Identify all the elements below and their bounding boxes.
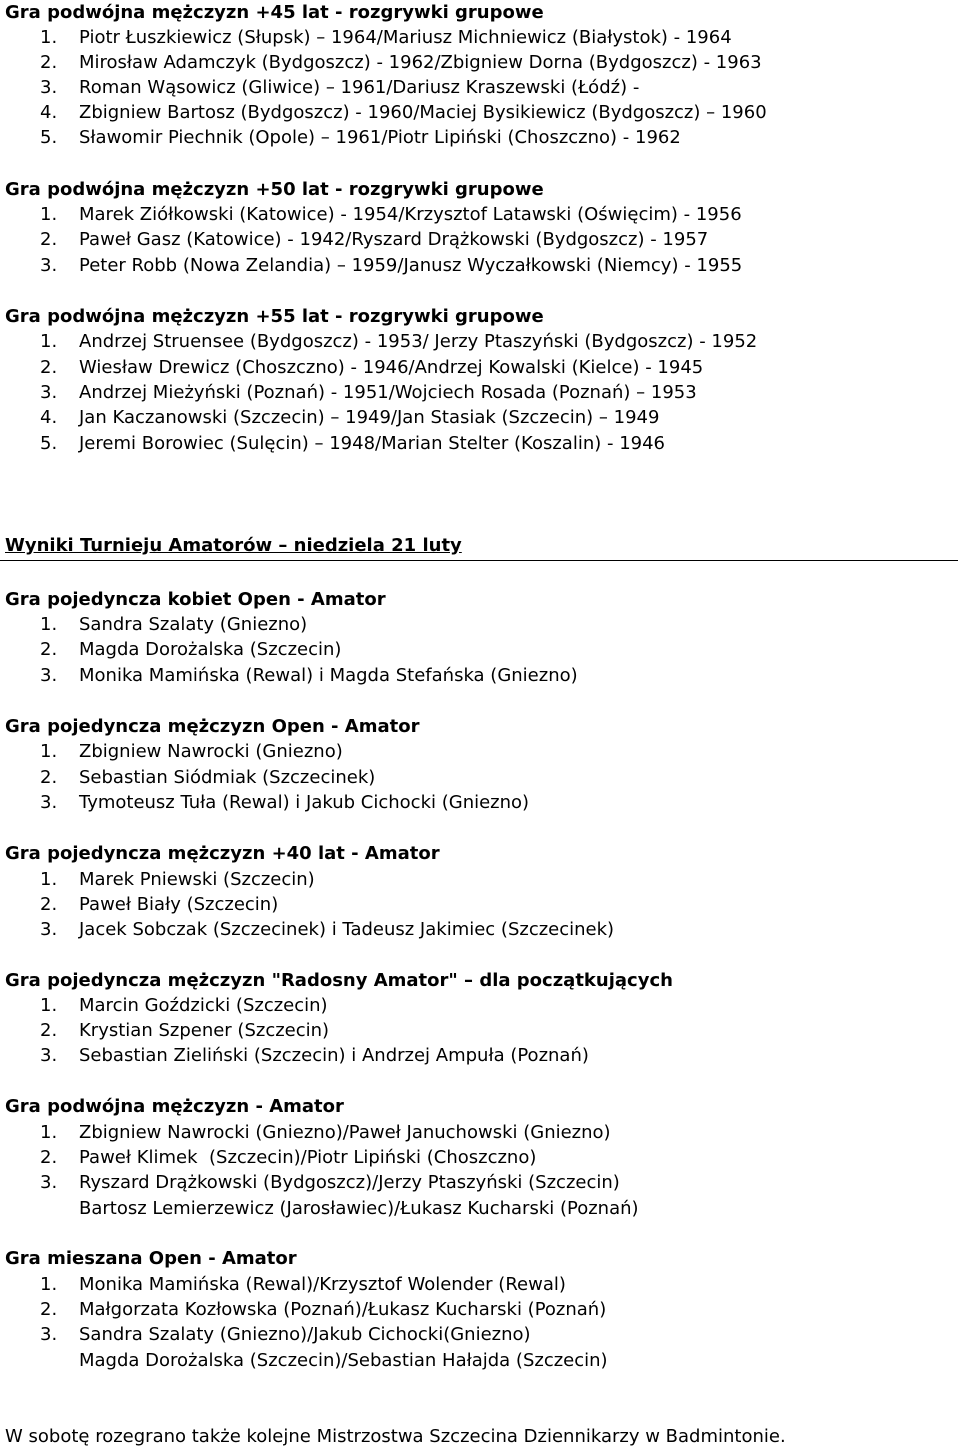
item-number: 1.	[40, 331, 58, 352]
item-number: 5.	[40, 433, 58, 454]
list-item	[40, 663, 578, 689]
item-text: Magda Dorożalska (Szczecin)	[79, 639, 342, 660]
list-item	[40, 75, 639, 101]
list-item	[40, 1145, 536, 1171]
section-heading: Gra pojedyncza kobiet Open - Amator	[5, 589, 386, 610]
item-number: 4.	[40, 102, 58, 123]
item-number: 1.	[40, 1122, 58, 1143]
item-text: Sebastian Zieliński (Szczecin) i Andrzej Ampuła (Poznań)	[79, 1045, 589, 1066]
item-text: Marcin Goździcki (Szczecin)	[79, 995, 328, 1016]
section-heading: Gra pojedyncza mężczyzn "Radosny Amator" – dla początkujących	[5, 970, 673, 991]
item-number: 5.	[40, 127, 58, 148]
list-item	[40, 892, 278, 918]
list-item	[40, 1348, 608, 1374]
item-text: Monika Mamińska (Rewal)/Krzysztof Wolender (Rewal)	[79, 1274, 566, 1295]
section-heading: Gra podwójna mężczyzn +45 lat - rozgrywki grupowe	[5, 2, 544, 23]
item-text: Wiesław Drewicz (Choszczno) - 1946/Andrzej Kowalski (Kielce) - 1945	[79, 357, 704, 378]
item-text: Zbigniew Nawrocki (Gniezno)/Paweł Januchowski (Gniezno)	[79, 1122, 611, 1143]
item-number: 2.	[40, 639, 58, 660]
item-text: Andrzej Struensee (Bydgoszcz) - 1953/ Jerzy Ptaszyński (Bydgoszcz) - 1952	[79, 331, 758, 352]
item-number: 2.	[40, 1147, 58, 1168]
item-number: 3.	[40, 382, 58, 403]
item-text: Marek Pniewski (Szczecin)	[79, 869, 315, 890]
item-text: Sebastian Siódmiak (Szczecinek)	[79, 767, 376, 788]
section-heading: Gra podwójna mężczyzn +55 lat - rozgrywki grupowe	[5, 306, 544, 327]
list-item	[40, 1120, 611, 1146]
item-text: Monika Mamińska (Rewal) i Magda Stefańska (Gniezno)	[79, 665, 578, 686]
item-text: Peter Robb (Nowa Zelandia) – 1959/Janusz Wyczałkowski (Niemcy) - 1955	[79, 255, 743, 276]
item-number: 1.	[40, 1274, 58, 1295]
list-item	[40, 1322, 531, 1348]
item-text: Paweł Gasz (Katowice) - 1942/Ryszard Drążkowski (Bydgoszcz) - 1957	[79, 229, 709, 250]
item-text: Paweł Biały (Szczecin)	[79, 894, 279, 915]
item-number: 1.	[40, 869, 58, 890]
footer-note: W sobotę rozegrano także kolejne Mistrzostwa Szczecina Dziennikarzy w Badmintonie.	[5, 1426, 786, 1447]
item-number: 1.	[40, 27, 58, 48]
item-text: Bartosz Lemierzewicz (Jarosławiec)/Łukasz Kucharski (Poznań)	[79, 1198, 639, 1219]
list-item	[40, 405, 659, 431]
item-number: 3.	[40, 792, 58, 813]
list-item	[40, 637, 341, 663]
item-number: 3.	[40, 1045, 58, 1066]
item-text: Ryszard Drążkowski (Bydgoszcz)/Jerzy Ptaszyński (Szczecin)	[79, 1172, 620, 1193]
item-number: 1.	[40, 741, 58, 762]
item-number: 3.	[40, 77, 58, 98]
item-text: Małgorzata Kozłowska (Poznań)/Łukasz Kucharski (Poznań)	[79, 1299, 607, 1320]
item-text: Zbigniew Bartosz (Bydgoszcz) - 1960/Maciej Bysikiewicz (Bydgoszcz) – 1960	[79, 102, 767, 123]
item-number: 2.	[40, 894, 58, 915]
section-heading: Gra pojedyncza mężczyzn +40 lat - Amator	[5, 843, 440, 864]
list-item	[40, 1272, 566, 1298]
list-item	[40, 790, 529, 816]
item-text: Paweł Klimek (Szczecin)/Piotr Lipiński (Choszczno)	[79, 1147, 537, 1168]
item-text: Andrzej Mieżyński (Poznań) - 1951/Wojciech Rosada (Poznań) – 1953	[79, 382, 697, 403]
list-item	[40, 227, 708, 253]
item-text: Jacek Sobczak (Szczecinek) i Tadeusz Jakimiec (Szczecinek)	[79, 919, 615, 940]
item-text: Jeremi Borowiec (Sulęcin) – 1948/Marian Stelter (Koszalin) - 1946	[79, 433, 666, 454]
list-item	[40, 125, 681, 151]
section-heading: Gra mieszana Open - Amator	[5, 1248, 297, 1269]
list-item	[40, 1018, 329, 1044]
item-text: Krystian Szpener (Szczecin)	[79, 1020, 330, 1041]
item-number: 2.	[40, 52, 58, 73]
list-item	[40, 1297, 606, 1323]
section-heading: Gra pojedyncza mężczyzn Open - Amator	[5, 716, 420, 737]
list-item	[40, 765, 375, 791]
item-text: Sandra Szalaty (Gniezno)/Jakub Cichocki(Gniezno)	[79, 1324, 531, 1345]
item-text: Sławomir Piechnik (Opole) – 1961/Piotr Lipiński (Choszczno) - 1962	[79, 127, 681, 148]
list-item	[40, 329, 757, 355]
section-heading: Gra podwójna mężczyzn - Amator	[5, 1096, 344, 1117]
item-text: Jan Kaczanowski (Szczecin) – 1949/Jan Stasiak (Szczecin) – 1949	[79, 407, 660, 428]
list-item	[40, 612, 307, 638]
item-text: Roman Wąsowicz (Gliwice) – 1961/Dariusz Kraszewski (Łódź) -	[79, 77, 640, 98]
item-text: Mirosław Adamczyk (Bydgoszcz) - 1962/Zbigniew Dorna (Bydgoszcz) - 1963	[79, 52, 762, 73]
item-number: 2.	[40, 1020, 58, 1041]
item-number: 3.	[40, 255, 58, 276]
list-item	[40, 993, 328, 1019]
results-title: Wyniki Turnieju Amatorów – niedziela 21 luty	[5, 535, 462, 556]
list-item	[40, 739, 343, 765]
item-number: 2.	[40, 1299, 58, 1320]
item-number: 1.	[40, 995, 58, 1016]
list-item	[40, 25, 732, 51]
item-number: 2.	[40, 229, 58, 250]
item-number: 1.	[40, 614, 58, 635]
list-item	[40, 1170, 620, 1196]
list-item	[40, 1043, 589, 1069]
list-item	[40, 202, 742, 228]
item-number: 4.	[40, 407, 58, 428]
list-item	[40, 917, 614, 943]
list-item	[40, 380, 697, 406]
item-number: 3.	[40, 1172, 58, 1193]
list-item	[40, 431, 665, 457]
item-text: Tymoteusz Tuła (Rewal) i Jakub Cichocki (Gniezno)	[79, 792, 530, 813]
item-text: Zbigniew Nawrocki (Gniezno)	[79, 741, 343, 762]
list-item	[40, 50, 762, 76]
section-heading: Gra podwójna mężczyzn +50 lat - rozgrywki grupowe	[5, 179, 544, 200]
list-item	[40, 355, 703, 381]
title-divider	[0, 560, 958, 561]
item-number: 2.	[40, 357, 58, 378]
list-item	[40, 867, 315, 893]
item-number: 3.	[40, 665, 58, 686]
item-number: 1.	[40, 204, 58, 225]
item-text: Magda Dorożalska (Szczecin)/Sebastian Hałajda (Szczecin)	[79, 1350, 608, 1371]
item-text: Marek Ziółkowski (Katowice) - 1954/Krzysztof Latawski (Oświęcim) - 1956	[79, 204, 742, 225]
item-text: Piotr Łuszkiewicz (Słupsk) – 1964/Mariusz Michniewicz (Białystok) - 1964	[79, 27, 732, 48]
list-item	[40, 1196, 639, 1222]
list-item	[40, 253, 742, 279]
item-number: 3.	[40, 919, 58, 940]
list-item	[40, 100, 767, 126]
item-number: 3.	[40, 1324, 58, 1345]
item-text: Sandra Szalaty (Gniezno)	[79, 614, 308, 635]
item-number: 2.	[40, 767, 58, 788]
